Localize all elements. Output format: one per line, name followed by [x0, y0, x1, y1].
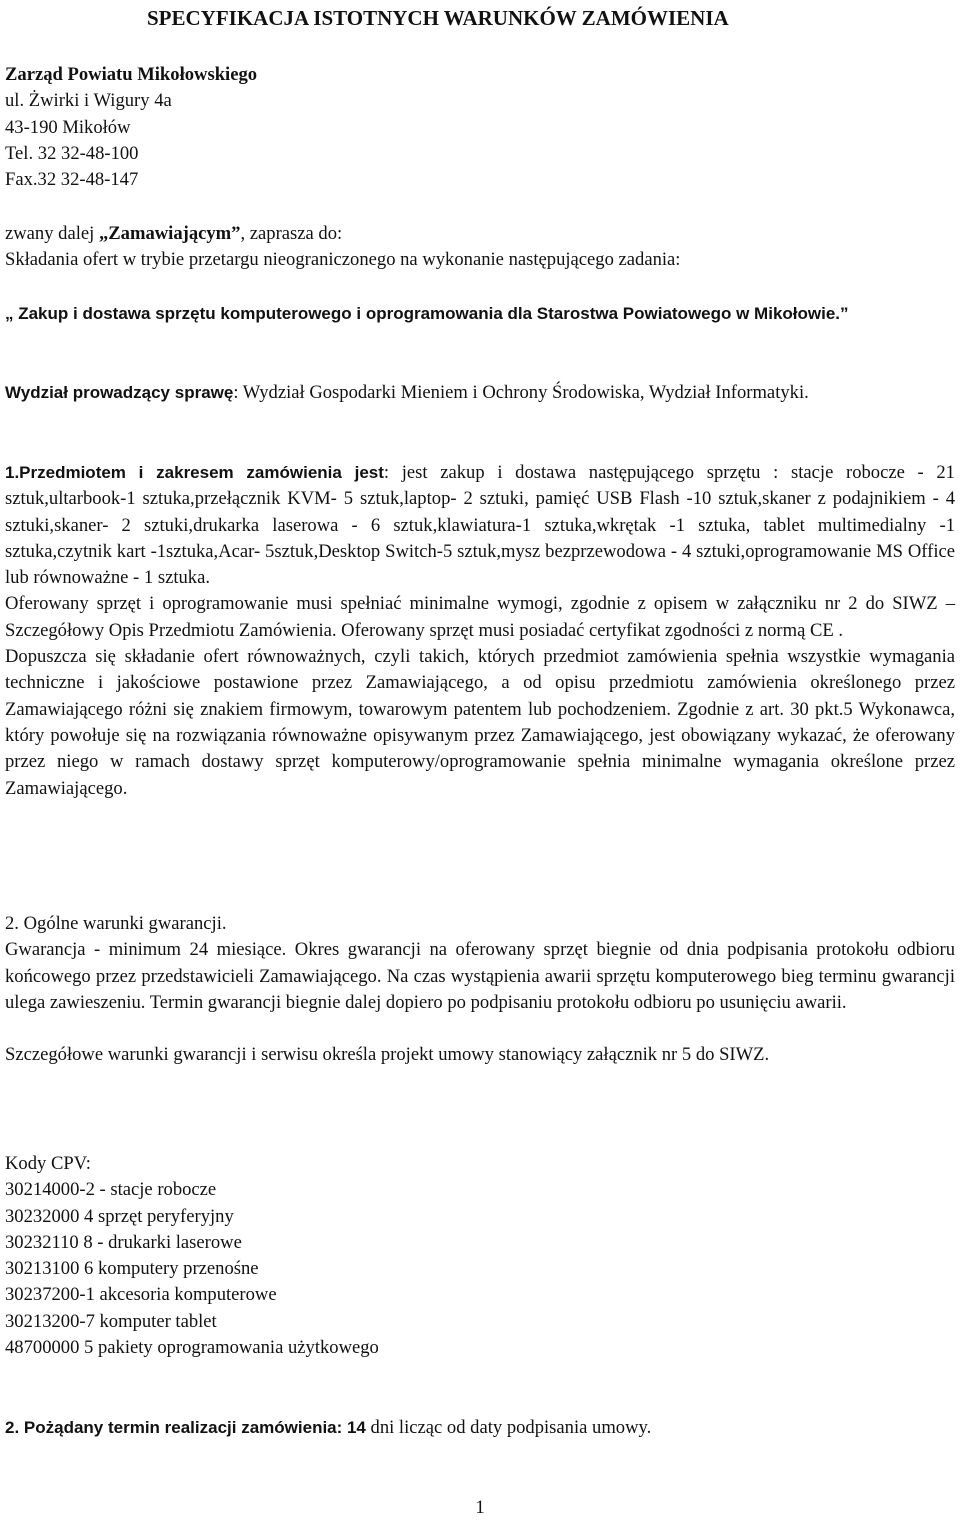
deadline-days: 14	[346, 1418, 366, 1437]
intro-suffix: , zaprasza do:	[240, 223, 343, 244]
intro-line-1	[5, 221, 955, 247]
section-1-para2b: . Oferowany sprzęt musi posiadać certyfikat zgodności z normą CE .	[331, 619, 844, 641]
address-street: ul. Żwirki i Wigury 4a	[5, 90, 172, 112]
page-number: 1	[475, 1497, 485, 1518]
cpv-code: 30213200-7 komputer tablet	[5, 1310, 217, 1332]
department-value: : Wydział Gospodarki Mieniem i Ochrony Środowiska, Wydział Informatyki.	[233, 382, 809, 403]
section-2-body: Gwarancja - minimum 24 miesiące. Okres gwarancji na oferowany sprzęt biegnie od dnia podpisania protokołu odbioru końcowego przez przedstawicieli Zamawiającego. Na czas wystąpienia awarii sprzętu komputerowego bieg terminu gwarancji ulega zawieszeniu. Termin gwarancji biegnie dalej dopiero po podpisaniu protokołu odbioru po usunięciu awarii.	[5, 939, 955, 1013]
cpv-block	[5, 1151, 955, 1361]
section-2	[5, 911, 955, 1068]
department	[5, 380, 955, 406]
address-tel: Tel. 32 32-48-100	[5, 142, 139, 164]
intro-prefix: zwany dalej	[5, 223, 99, 244]
cpv-code: 48700000 5 pakiety oprogramowania użytkowego	[5, 1337, 379, 1359]
address-block	[5, 62, 955, 193]
section-2-service: Szczegółowe warunki gwarancji i serwisu określa projekt umowy stanowiący załącznik nr 5 do SIWZ.	[5, 1044, 770, 1066]
department-label: Wydział prowadzący sprawę	[5, 383, 234, 402]
section-1-requirements	[5, 591, 955, 644]
cpv-heading: Kody CPV:	[5, 1153, 91, 1174]
cpv-code: 30214000-2 - stacje robocze	[5, 1179, 217, 1201]
address-org: Zarząd Powiatu Mikołowskiego	[5, 64, 258, 85]
intro-party: „Zamawiającym”	[98, 223, 241, 244]
address-city: 43-190 Mikołów	[5, 116, 131, 138]
section-2-heading: 2. Ogólne warunki gwarancji.	[5, 913, 227, 934]
deadline	[5, 1415, 955, 1441]
deadline-rest: dni licząc od daty podpisania umowy.	[365, 1417, 652, 1438]
cpv-code: 30232000 4 sprzęt peryferyjny	[5, 1205, 234, 1227]
section-1-lead: 1.Przedmiotem i zakresem zamówienia jest	[5, 463, 384, 482]
section-1-body: : jest zakup i dostawa następującego sprzętu : stacje robocze - 21 sztuk,ultarbook-1 sztuka,przełącznik KVM- 5 sztuk,laptop- 2 sztuki, pamięć USB Flash -10 sztuk,skaner z podajnikiem - 4 sztuki,skaner- 2 sztuki,drukarka laserowa - 6 sztuk,klawiatura-1 sztuka,wkrętak -1 sztuka, tablet multimedialny -1 sztuka,czytnik kart -1sztuka,Acar- 5sztuk,Desktop Switch-5 sztuk,mysz bezprzewodowa - 4 sztuki,oprogramowanie MS Office lub równoważne - 1 sztuka.	[5, 462, 955, 589]
cpv-code: 30237200-1 akcesoria komputerowe	[5, 1284, 277, 1306]
deadline-label: 2. Pożądany termin realizacji zamówienia:	[5, 1418, 343, 1437]
intro-block	[5, 221, 955, 274]
section-1-equivalents: Dopuszcza się składanie ofert równoważnych, czyli takich, których przedmiot zamówienia spełnia wszystkie wymagania techniczne i jakościowe postawione przez Zamawiającego, a od opisu przedmiotu zamówienia określonego przez Zamawiającego różni się znakiem firmowym, towarowym patentem lub pochodzeniem. Zgodnie z art. 30 pkt.5 Wykonawca, który powołuje się na rozwiązania równoważne opisywanym przez Zamawiającego, jest obowiązany wykazać, że oferowany przez niego w ramach dostawy sprzęt komputerowy/oprogramowanie spełnia minimalne wymagania określone przez Zamawiającego.	[5, 646, 955, 799]
section-1-para2a: Oferowany sprzęt i oprogramowanie musi spełniać minimalne wymogi, zgodnie z opisem w załączniku nr 2 do SIWZ – Szczegółowy Opis Przedmiotu Zamówienia	[5, 593, 955, 641]
document-title: SPECYFIKACJA ISTOTNYCH WARUNKÓW ZAMÓWIENIA	[147, 6, 729, 30]
section-1-scope	[5, 460, 955, 591]
intro-line-2: Składania ofert w trybie przetargu nieograniczonego na wykonanie następującego zadania:	[5, 249, 681, 271]
section-1	[5, 460, 955, 802]
cpv-code: 30232110 8 - drukarki laserowe	[5, 1231, 242, 1253]
cpv-code: 30213100 6 komputery przenośne	[5, 1258, 259, 1280]
task-title: „ Zakup i dostawa sprzętu komputerowego i oprogramowania dla Starostwa Powiatowego w Mikołowie.”	[5, 304, 849, 323]
address-fax: Fax.32 32-48-147	[5, 169, 139, 191]
